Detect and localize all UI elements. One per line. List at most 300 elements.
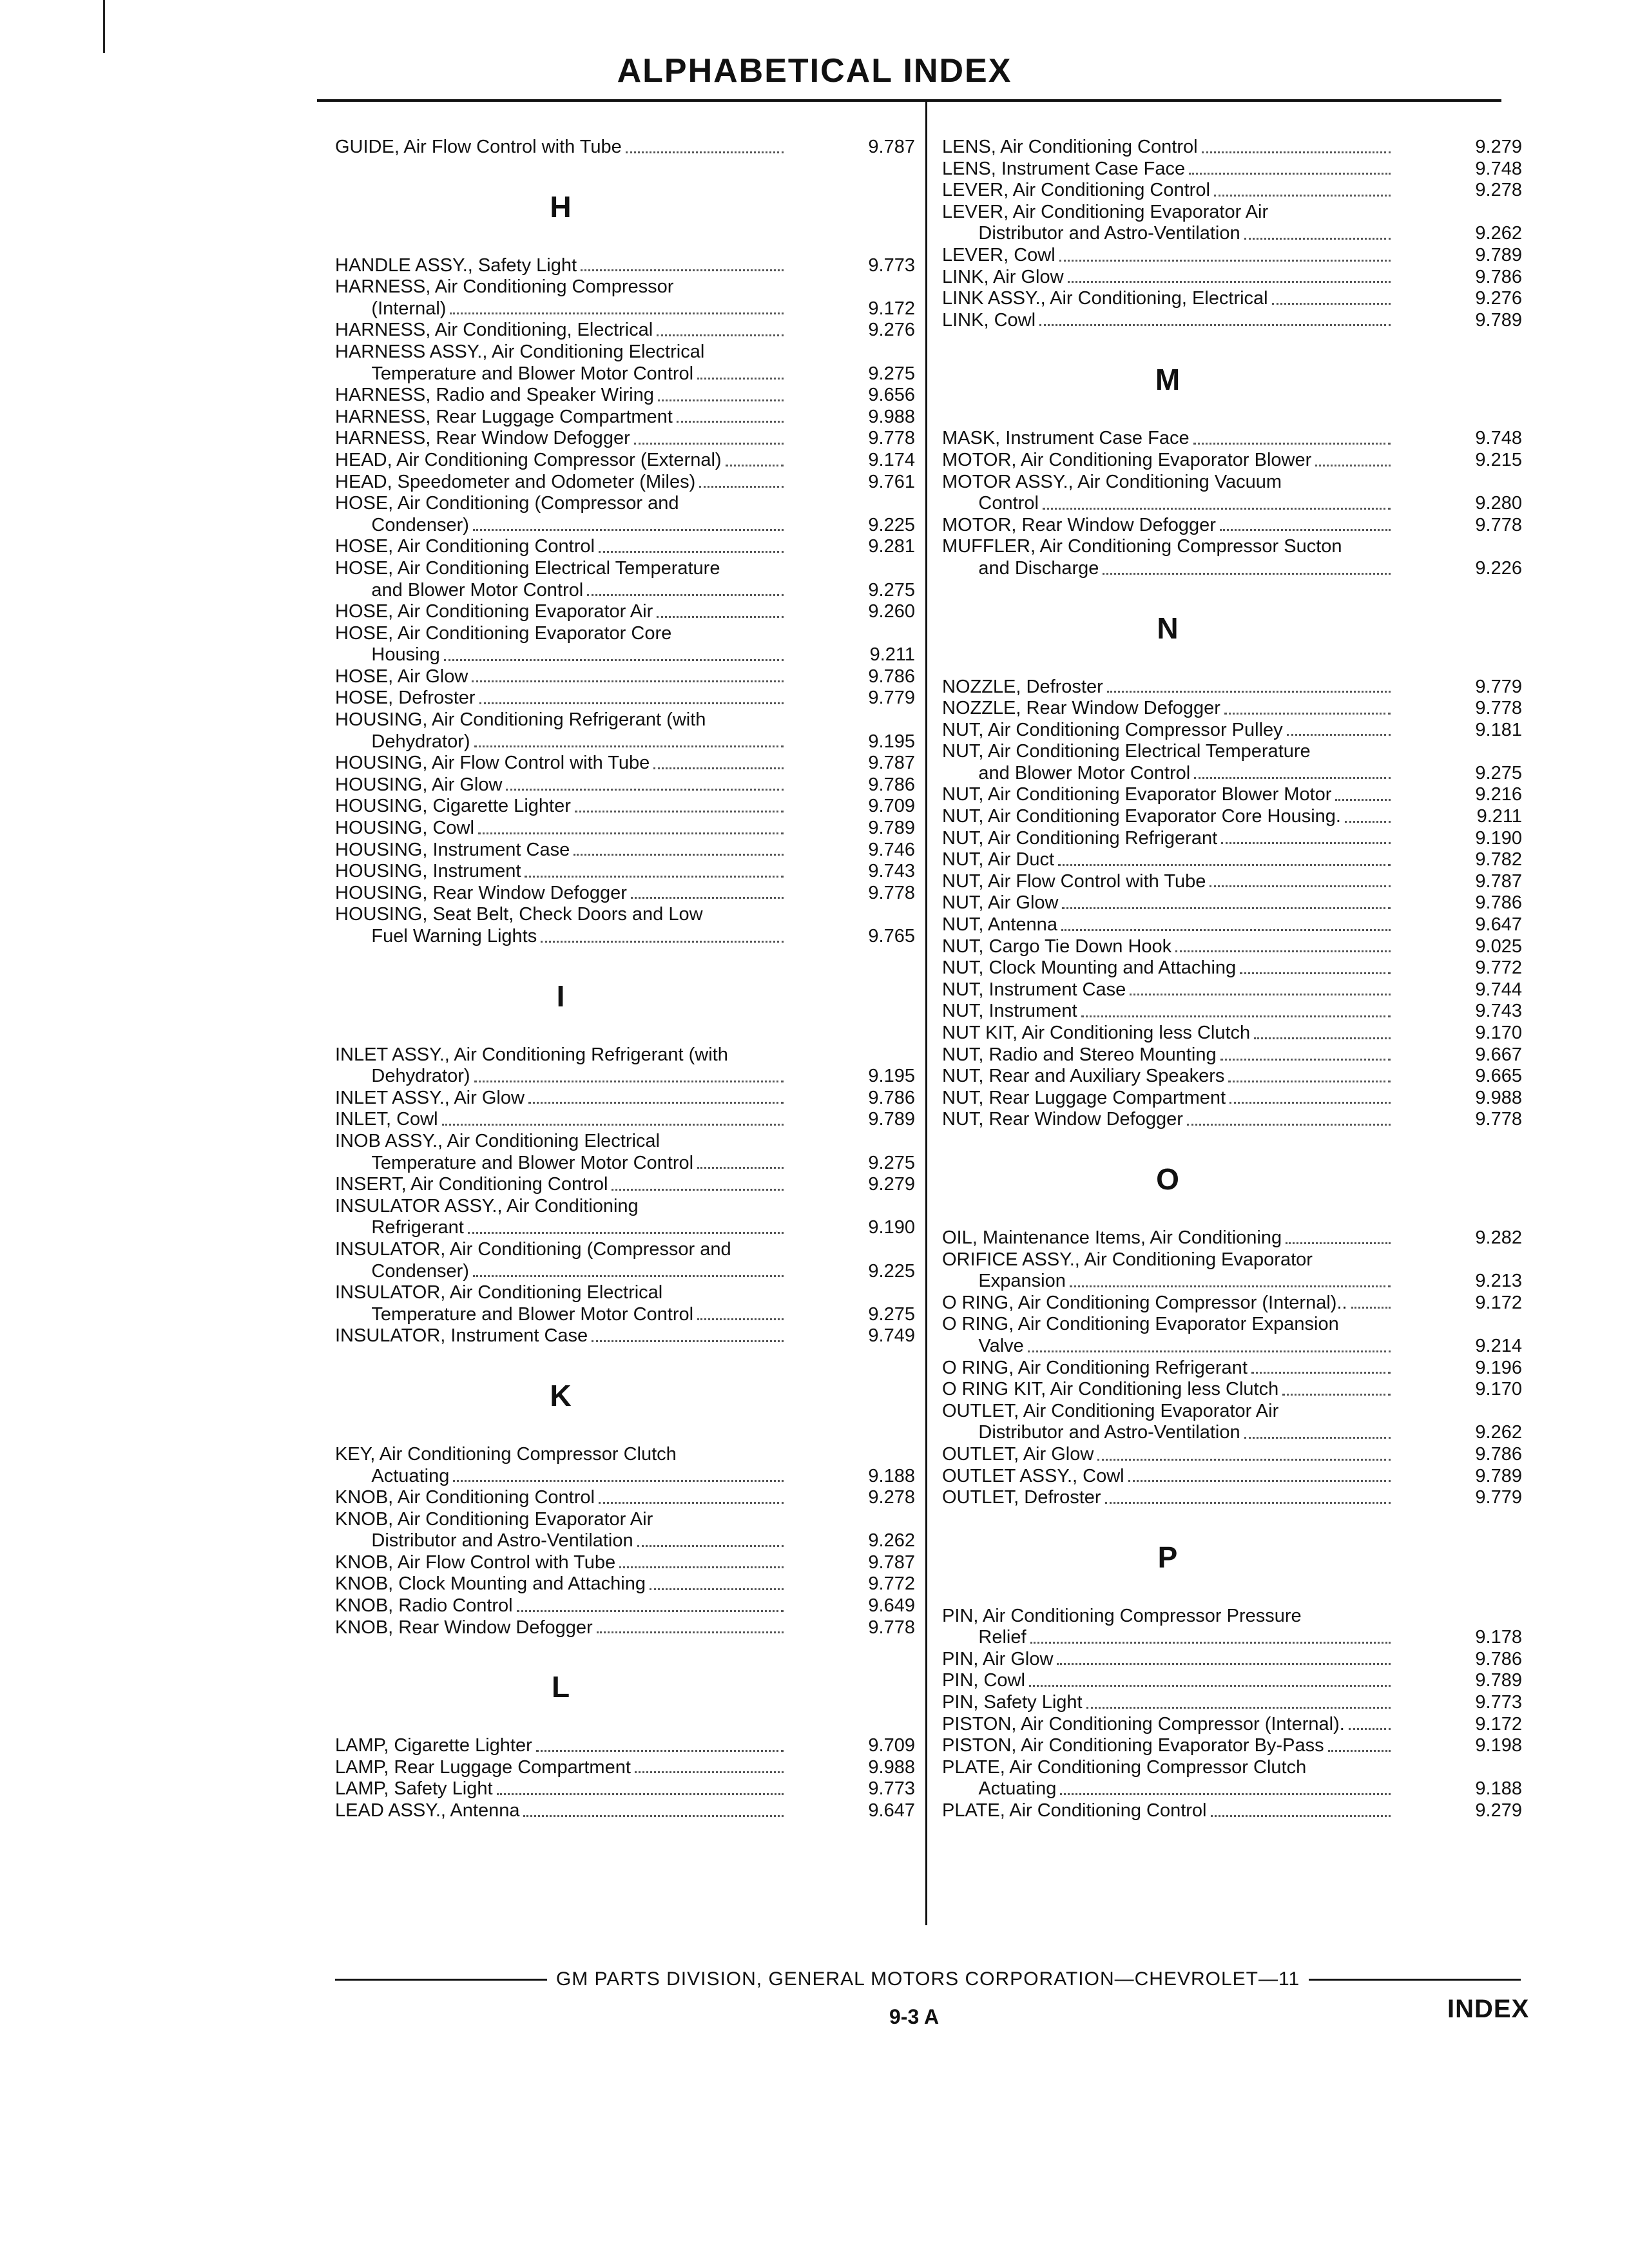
entry-label: INLET ASSY., Air Glow	[335, 1087, 525, 1108]
entry-label: HARNESS, Radio and Speaker Wiring	[335, 385, 654, 406]
index-entry	[335, 1261, 915, 1283]
dot-leader	[442, 1124, 784, 1126]
entry-label: HOUSING, Cowl	[335, 818, 474, 839]
entry-page-number: 9.216	[1475, 784, 1522, 805]
dot-leader	[1211, 1815, 1391, 1817]
entry-page-number: 9.786	[868, 1087, 915, 1108]
entry-label: Temperature and Blower Motor Control	[335, 1152, 694, 1173]
index-entry	[942, 1293, 1522, 1314]
entry-page-number: 9.761	[868, 471, 915, 492]
index-entry	[942, 784, 1522, 806]
dot-leader	[1187, 1124, 1391, 1126]
entry-page-number: 9.778	[1475, 698, 1522, 719]
entry-label: HOUSING, Seat Belt, Check Doors and Low	[335, 904, 703, 925]
index-entry	[942, 1379, 1522, 1401]
dot-leader	[1058, 864, 1391, 866]
entry-page-number: 9.773	[868, 1778, 915, 1800]
entry-page-number: 9.025	[1475, 936, 1522, 957]
dot-leader	[1059, 260, 1391, 262]
dot-leader	[599, 551, 784, 553]
entry-label: HOUSING, Air Flow Control with Tube	[335, 753, 650, 774]
dot-leader	[626, 151, 784, 153]
entry-page-number: 9.789	[1475, 244, 1522, 265]
entry-label: NUT, Air Glow	[942, 892, 1059, 914]
entry-label: KNOB, Clock Mounting and Attaching	[335, 1573, 646, 1595]
dot-leader	[1244, 1437, 1391, 1439]
entry-label: Dehydrator)	[335, 1066, 470, 1087]
dot-leader	[1086, 1707, 1391, 1709]
entry-label: KEY, Air Conditioning Compressor Clutch	[335, 1443, 677, 1465]
index-entry	[942, 288, 1522, 310]
index-entry	[942, 1735, 1522, 1757]
index-entry	[335, 298, 915, 320]
entry-page-number: 9.647	[1475, 914, 1522, 936]
dot-leader	[1244, 238, 1391, 240]
entry-page-number: 9.709	[868, 1735, 915, 1756]
index-entry	[335, 1131, 915, 1153]
dot-leader	[677, 421, 784, 423]
dot-leader	[592, 1340, 784, 1342]
dot-leader	[474, 745, 784, 747]
entry-label: KNOB, Air Conditioning Control	[335, 1487, 595, 1508]
entry-label: OIL, Maintenance Items, Air Conditioning	[942, 1227, 1282, 1248]
entry-page-number: 9.262	[868, 1530, 915, 1552]
dot-leader	[1081, 1015, 1391, 1017]
entry-page-number: 9.779	[1475, 1487, 1522, 1508]
dot-leader	[523, 1815, 784, 1817]
entry-label: HOUSING, Instrument	[335, 861, 521, 882]
entry-label: NUT KIT, Air Conditioning less Clutch	[942, 1023, 1251, 1043]
dot-leader	[472, 680, 784, 682]
dot-leader	[697, 1167, 784, 1169]
entry-label: Expansion	[942, 1271, 1066, 1292]
entry-label: PLATE, Air Conditioning Control	[942, 1800, 1207, 1821]
dot-leader	[1210, 885, 1391, 887]
index-entry	[942, 267, 1522, 289]
index-entry	[942, 1487, 1522, 1509]
entry-label: HOUSING, Rear Window Defogger	[335, 882, 627, 903]
entry-label: HARNESS, Air Conditioning, Electrical	[335, 320, 653, 341]
entry-page-number: 9.789	[1475, 1670, 1522, 1691]
index-entry	[335, 1044, 915, 1066]
entry-label: NUT, Cargo Tie Down Hook	[942, 936, 1172, 957]
index-entry	[335, 1088, 915, 1110]
entry-page-number: 9.647	[868, 1800, 915, 1821]
entry-label: Condenser)	[335, 1260, 469, 1282]
entry-page-number: 9.260	[868, 601, 915, 622]
entry-page-number: 9.988	[868, 1756, 915, 1778]
dot-leader	[1043, 508, 1391, 510]
entry-page-number: 9.211	[1476, 806, 1522, 827]
entry-label: NUT, Rear and Auxiliary Speakers	[942, 1066, 1225, 1087]
dot-leader	[473, 529, 784, 531]
entry-label: HOUSING, Cigarette Lighter	[335, 796, 571, 817]
entry-label: Control	[942, 493, 1039, 514]
index-entry	[942, 536, 1522, 558]
footer-text: GM PARTS DIVISION, GENERAL MOTORS CORPORATION—CHEVROLET—11	[555, 1968, 1300, 1990]
entry-page-number: 9.779	[1475, 676, 1522, 697]
entry-label: HARNESS, Air Conditioning Compressor	[335, 276, 674, 298]
entry-page-number: 9.786	[868, 666, 915, 687]
section-letter: P	[1157, 1540, 1178, 1574]
entry-page-number: 9.649	[868, 1595, 915, 1617]
entry-page-number: 9.778	[1475, 1109, 1522, 1130]
index-entry	[335, 428, 915, 450]
entry-label: PIN, Air Conditioning Compressor Pressure	[942, 1605, 1302, 1626]
dot-leader	[1224, 713, 1391, 715]
entry-label: NUT, Rear Window Defogger	[942, 1109, 1183, 1130]
entry-label: HOUSING, Air Glow	[335, 774, 503, 795]
index-entry	[942, 245, 1522, 267]
entry-label: HEAD, Speedometer and Odometer (Miles)	[335, 471, 696, 492]
index-entry	[335, 601, 915, 623]
index-entry	[942, 1358, 1522, 1379]
entry-label: LEVER, Cowl	[942, 244, 1055, 265]
index-entry	[942, 1314, 1522, 1336]
entry-label: and Discharge	[942, 557, 1099, 579]
index-entry	[335, 709, 915, 731]
entry-page-number: 9.225	[868, 514, 915, 535]
dot-leader	[1039, 324, 1391, 326]
dot-leader	[619, 1566, 784, 1568]
dot-leader	[599, 1502, 784, 1504]
index-entry	[942, 1757, 1522, 1779]
entry-label: HOSE, Air Conditioning Evaporator Air	[335, 601, 653, 622]
dot-leader	[697, 378, 784, 380]
index-entry	[335, 1282, 915, 1304]
index-entry	[942, 137, 1522, 159]
index-column-right	[942, 137, 1522, 1822]
entry-label: INSULATOR, Instrument Case	[335, 1325, 588, 1347]
entry-label: O RING, Air Conditioning Compressor (Internal)..	[942, 1292, 1347, 1313]
entry-label: Actuating	[335, 1465, 450, 1486]
entry-label: NUT, Air Conditioning Electrical Temperature	[942, 741, 1311, 762]
entry-label: LAMP, Rear Luggage Compartment	[335, 1756, 631, 1778]
entry-label: LINK, Air Glow	[942, 266, 1064, 287]
index-entry	[942, 720, 1522, 742]
index-entry	[335, 753, 915, 774]
entry-page-number: 9.275	[868, 1152, 915, 1173]
entry-label: NUT, Clock Mounting and Attaching	[942, 957, 1237, 979]
entry-page-number: 9.988	[1475, 1087, 1522, 1108]
index-entry	[942, 159, 1522, 180]
index-entry	[942, 1401, 1522, 1423]
dot-leader	[474, 1081, 784, 1082]
dot-leader	[1315, 465, 1391, 466]
index-entry	[335, 666, 915, 688]
entry-page-number: 9.174	[868, 449, 915, 470]
entry-page-number: 9.786	[1475, 1648, 1522, 1669]
dot-leader	[612, 1189, 784, 1191]
index-entry	[942, 892, 1522, 914]
entry-page-number: 9.744	[1475, 979, 1522, 1000]
entry-label: NUT, Air Conditioning Evaporator Blower Motor	[942, 784, 1332, 805]
entry-label: NUT, Rear Luggage Compartment	[942, 1087, 1226, 1108]
entry-label: HARNESS, Rear Window Defogger	[335, 428, 630, 449]
index-entry	[942, 180, 1522, 202]
entry-label: MUFFLER, Air Conditioning Compressor Sucton	[942, 536, 1342, 557]
index-entry	[942, 428, 1522, 450]
index-entry	[335, 1196, 915, 1218]
dot-leader	[1128, 1480, 1391, 1482]
entry-label: OUTLET ASSY., Cowl	[942, 1465, 1124, 1486]
dot-leader	[1070, 1285, 1391, 1287]
entry-label: LINK ASSY., Air Conditioning, Electrical	[942, 288, 1268, 309]
index-entry	[942, 741, 1522, 763]
section-letter: I	[556, 979, 565, 1013]
index-entry	[942, 763, 1522, 785]
index-entry	[942, 1692, 1522, 1714]
entry-label: OUTLET, Defroster	[942, 1487, 1101, 1508]
section-label: INDEX	[1447, 1995, 1530, 2023]
index-entry	[335, 1217, 915, 1239]
entry-page-number: 9.279	[868, 1174, 915, 1195]
index-entry	[335, 341, 915, 363]
dot-leader	[473, 1275, 784, 1277]
dot-leader	[657, 334, 784, 336]
entry-page-number: 9.214	[1475, 1335, 1522, 1356]
index-entry	[335, 774, 915, 796]
dot-leader	[1251, 1372, 1391, 1374]
page-title: ALPHABETICAL INDEX	[617, 52, 1012, 90]
index-entry	[942, 515, 1522, 537]
entry-label: INOB ASSY., Air Conditioning Electrical	[335, 1130, 660, 1151]
dot-leader	[1097, 1459, 1391, 1461]
entry-page-number: 9.786	[868, 774, 915, 795]
index-entry	[335, 276, 915, 298]
entry-label: INSULATOR ASSY., Air Conditioning	[335, 1195, 639, 1216]
index-entry	[335, 515, 915, 537]
entry-label: HANDLE ASSY., Safety Light	[335, 255, 577, 276]
dot-leader	[1335, 799, 1391, 801]
entry-label: GUIDE, Air Flow Control with Tube	[335, 137, 622, 157]
entry-label: Distributor and Astro-Ventilation	[942, 223, 1240, 244]
dot-leader	[1272, 303, 1391, 305]
index-entry	[942, 223, 1522, 245]
entry-label: Temperature and Blower Motor Control	[335, 1303, 694, 1325]
entry-label: Fuel Warning Lights	[335, 926, 537, 947]
dot-leader	[1220, 529, 1391, 531]
entry-label: NOZZLE, Rear Window Defogger	[942, 698, 1220, 719]
index-entry	[335, 687, 915, 709]
dot-leader	[597, 1631, 784, 1633]
index-entry	[942, 677, 1522, 698]
footer	[335, 1968, 1521, 1990]
entry-page-number: 9.172	[868, 298, 915, 319]
dot-leader	[657, 616, 784, 618]
entry-page-number: 9.787	[868, 1552, 915, 1573]
entry-page-number: 9.275	[868, 1303, 915, 1325]
entry-page-number: 9.278	[1475, 180, 1522, 201]
entry-label: Actuating	[942, 1778, 1057, 1800]
dot-leader	[1286, 1242, 1391, 1244]
index-entry	[942, 1778, 1522, 1800]
index-entry	[335, 255, 915, 277]
entry-label: NUT, Instrument	[942, 1001, 1077, 1022]
index-entry	[942, 1422, 1522, 1444]
entry-label: HOSE, Air Glow	[335, 666, 468, 687]
dot-leader	[536, 1750, 784, 1752]
index-entry	[335, 1735, 915, 1757]
index-entry	[335, 1552, 915, 1574]
index-entry	[942, 1336, 1522, 1358]
entry-label: LEAD ASSY., Antenna	[335, 1800, 520, 1821]
entry-page-number: 9.746	[868, 839, 915, 860]
dot-leader	[1175, 950, 1391, 952]
index-entry	[335, 407, 915, 428]
entry-label: and Blower Motor Control	[335, 579, 584, 601]
section-letter: O	[1156, 1162, 1179, 1196]
index-entry	[335, 363, 915, 385]
entry-page-number: 9.988	[868, 406, 915, 427]
index-entry	[335, 861, 915, 883]
dot-leader	[1103, 573, 1391, 575]
section-letter: K	[550, 1378, 572, 1412]
index-entry	[335, 1109, 915, 1131]
index-entry	[335, 1530, 915, 1552]
dot-leader	[650, 1588, 784, 1590]
index-entry	[942, 1800, 1522, 1822]
entry-page-number: 9.275	[868, 363, 915, 384]
index-entry	[335, 1466, 915, 1488]
index-entry	[942, 698, 1522, 720]
entry-page-number: 9.279	[1475, 1800, 1522, 1821]
entry-page-number: 9.225	[868, 1260, 915, 1282]
entry-page-number: 9.778	[868, 882, 915, 903]
entry-page-number: 9.170	[1475, 1379, 1522, 1400]
index-entry	[942, 1088, 1522, 1110]
entry-page-number: 9.178	[1475, 1627, 1522, 1648]
index-entry	[335, 1617, 915, 1639]
dot-leader	[1228, 1081, 1391, 1082]
entry-page-number: 9.772	[1475, 957, 1522, 979]
entry-label: OUTLET, Air Conditioning Evaporator Air	[942, 1400, 1279, 1421]
entry-label: PIN, Air Glow	[942, 1648, 1054, 1669]
entry-label: LEVER, Air Conditioning Control	[942, 180, 1210, 201]
entry-label: LAMP, Cigarette Lighter	[335, 1735, 532, 1756]
entry-label: Refrigerant	[335, 1217, 464, 1238]
entry-page-number: 9.748	[1475, 428, 1522, 449]
dot-leader	[1287, 734, 1391, 736]
index-entry	[942, 1466, 1522, 1488]
index-entry	[335, 840, 915, 861]
entry-page-number: 9.276	[868, 320, 915, 341]
index-entry	[942, 1606, 1522, 1628]
entry-page-number: 9.188	[868, 1465, 915, 1486]
index-entry	[335, 623, 915, 645]
index-entry	[942, 1271, 1522, 1293]
entry-page-number: 9.778	[1475, 514, 1522, 535]
dot-leader	[517, 1610, 784, 1612]
dot-leader	[525, 876, 784, 878]
dot-leader	[1028, 1350, 1391, 1352]
dot-leader	[1029, 1685, 1391, 1687]
index-entry	[942, 828, 1522, 850]
entry-page-number: 9.281	[868, 536, 915, 557]
index-entry	[942, 1044, 1522, 1066]
entry-page-number: 9.772	[868, 1573, 915, 1595]
entry-page-number: 9.778	[868, 1617, 915, 1638]
entry-label: LENS, Instrument Case Face	[942, 158, 1186, 179]
index-entry	[335, 1174, 915, 1196]
dot-leader	[1193, 443, 1391, 445]
entry-label: Valve	[942, 1335, 1024, 1356]
entry-label: HEAD, Air Conditioning Compressor (External)	[335, 449, 722, 470]
index-entry	[942, 1023, 1522, 1044]
entry-label: INLET ASSY., Air Conditioning Refrigerant (with	[335, 1044, 728, 1065]
section-letter: N	[1157, 611, 1179, 645]
index-entry	[335, 320, 915, 341]
section-letter: M	[1155, 363, 1181, 397]
dot-leader	[1062, 907, 1391, 909]
dot-leader	[479, 702, 784, 704]
entry-label: Distributor and Astro-Ventilation	[335, 1530, 633, 1552]
dot-leader	[658, 399, 784, 401]
index-entry	[942, 1249, 1522, 1271]
entry-page-number: 9.787	[1475, 870, 1522, 892]
section-letter: L	[551, 1670, 570, 1704]
entry-page-number: 9.195	[868, 1066, 915, 1087]
entry-label: NUT, Air Conditioning Compressor Pulley	[942, 719, 1283, 740]
entry-page-number: 9.789	[868, 818, 915, 839]
index-entry	[942, 957, 1522, 979]
index-entry	[335, 883, 915, 905]
index-entry	[335, 536, 915, 558]
entry-label: PIN, Safety Light	[942, 1692, 1083, 1713]
entry-label: ORIFICE ASSY., Air Conditioning Evaporator	[942, 1249, 1313, 1270]
index-entry	[335, 580, 915, 602]
dot-leader	[697, 1318, 784, 1320]
entry-page-number: 9.709	[868, 796, 915, 817]
footer-rule-right	[1309, 1979, 1521, 1981]
index-entry	[335, 796, 915, 818]
section-letter: H	[550, 189, 572, 224]
entry-label: HOSE, Air Conditioning Electrical Temperature	[335, 557, 720, 579]
entry-page-number: 9.275	[1475, 762, 1522, 783]
entry-page-number: 9.786	[1475, 892, 1522, 914]
entry-page-number: 9.743	[868, 861, 915, 882]
entry-label: NOZZLE, Defroster	[942, 676, 1103, 697]
entry-label: Housing	[335, 644, 440, 666]
entry-label: MASK, Instrument Case Face	[942, 428, 1190, 449]
entry-label: INSERT, Air Conditioning Control	[335, 1174, 608, 1195]
entry-label: and Blower Motor Control	[942, 762, 1191, 783]
dot-leader	[1057, 1663, 1391, 1665]
entry-label: O RING, Air Conditioning Refrigerant	[942, 1357, 1248, 1378]
entry-page-number: 9.211	[869, 644, 915, 666]
dot-leader	[1105, 1502, 1391, 1504]
entry-label: PISTON, Air Conditioning Evaporator By-Pass	[942, 1735, 1324, 1756]
margin-mark	[103, 0, 105, 53]
entry-page-number: 9.787	[868, 137, 915, 157]
entry-page-number: 9.743	[1475, 1001, 1522, 1022]
index-entry	[335, 1325, 915, 1347]
entry-page-number: 9.198	[1475, 1735, 1522, 1756]
entry-label: LEVER, Air Conditioning Evaporator Air	[942, 201, 1269, 222]
dot-leader	[1282, 1394, 1391, 1396]
index-entry	[942, 1444, 1522, 1466]
index-entry	[942, 450, 1522, 472]
index-entry	[942, 1227, 1522, 1249]
dot-leader	[587, 594, 784, 596]
entry-label: Condenser)	[335, 514, 469, 535]
dot-leader	[635, 1771, 784, 1773]
entry-label: HARNESS ASSY., Air Conditioning Electrical	[335, 341, 705, 362]
entry-label: MOTOR, Air Conditioning Evaporator Blower	[942, 449, 1312, 470]
dot-leader	[1345, 821, 1391, 823]
entry-label: INLET, Cowl	[335, 1109, 438, 1130]
entry-page-number: 9.667	[1475, 1044, 1522, 1065]
